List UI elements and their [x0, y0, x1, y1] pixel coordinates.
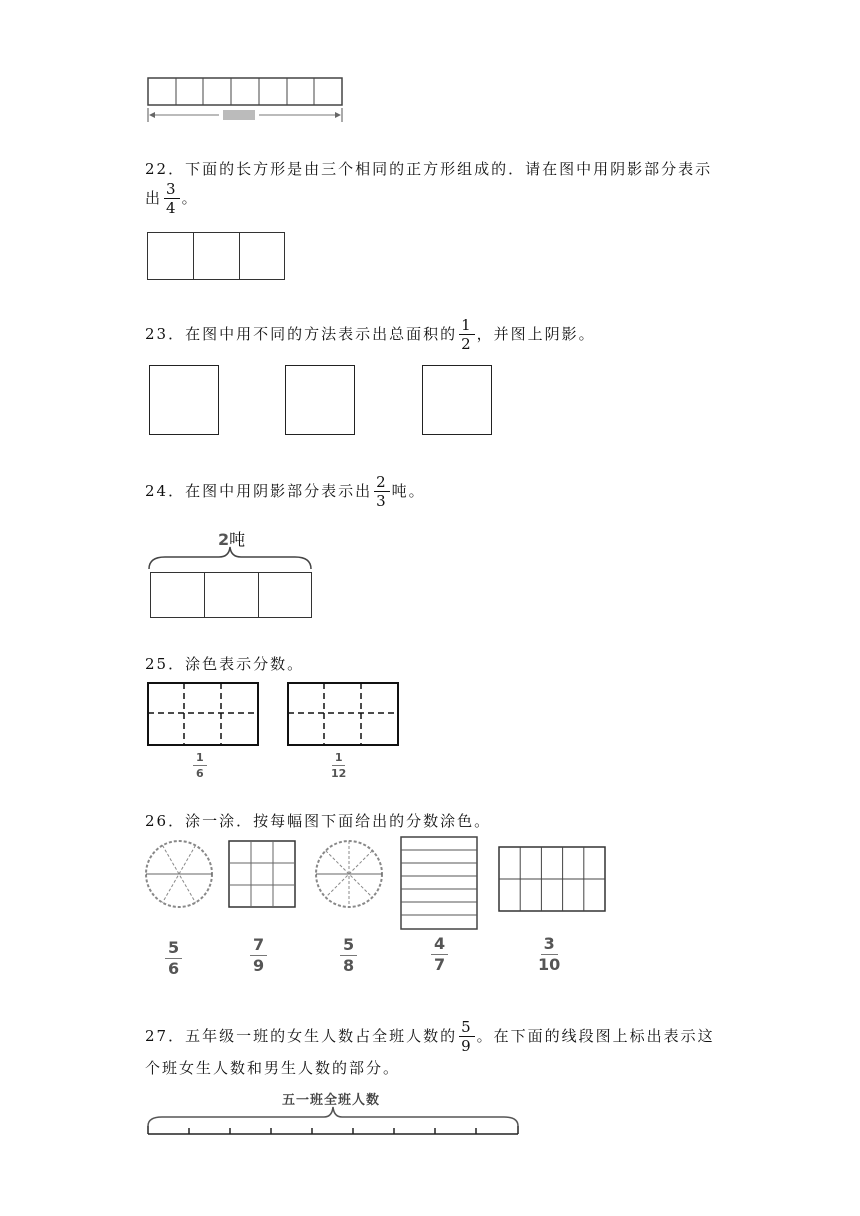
q22-square-1[interactable] [147, 232, 194, 280]
top-strip-svg [147, 78, 343, 124]
q27-line1 [145, 1020, 715, 1054]
q26-frac-2 [250, 937, 267, 974]
q24-frac-numerator: 2 [376, 473, 388, 491]
q26-frac-5 [538, 936, 560, 973]
top-strip-figure [147, 78, 343, 124]
q25-frac-1-numerator: 1 [193, 752, 207, 766]
q23-frac-numerator: 1 [461, 316, 473, 334]
q24-brace-unit: 吨 [229, 530, 246, 549]
q23-fraction [459, 318, 475, 352]
q22-line1 [145, 158, 712, 179]
q24-brace [147, 545, 313, 573]
q27-text-c: 个班女生人数和男生人数的部分。 [145, 1059, 401, 1077]
q24-frac-denominator: 3 [376, 492, 388, 510]
q26-frac-1-denominator: 6 [168, 959, 180, 978]
q26-text: 26．涂一涂．按每幅图下面给出的分数涂色。 [145, 812, 492, 830]
q25-frac-1 [193, 752, 207, 779]
q24-text-b: 吨。 [391, 482, 426, 500]
q26-frac-5-numerator: 3 [541, 936, 558, 955]
q22-rectangle[interactable] [147, 232, 285, 280]
q24-brace-number: 2 [218, 530, 230, 549]
q24-text: 24．在图中用阴影部分表示出 [145, 482, 373, 500]
q23-text: 23．在图中用不同的方法表示出总面积的 [145, 325, 458, 343]
q25-frac-2-numerator: 1 [332, 752, 346, 766]
q26-frac-2-denominator: 9 [253, 956, 265, 975]
q23-square-2[interactable] [285, 365, 355, 435]
q24-cell-3[interactable] [258, 572, 312, 618]
q23-line [145, 318, 596, 352]
q25-text: 25．涂色表示分数。 [145, 655, 305, 673]
q24-line [145, 475, 426, 509]
q22-frac-denominator: 4 [166, 199, 178, 217]
q27-text: 27．五年级一班的女生人数占全班人数的 [145, 1027, 458, 1045]
q27-line2 [145, 1057, 400, 1078]
q26-frac-5-denominator: 10 [538, 955, 561, 974]
q23-text-b: ，并图上阴影。 [476, 325, 596, 343]
q23-frac-denominator: 2 [461, 335, 473, 353]
q26-frac-3-denominator: 8 [343, 956, 355, 975]
q26-frac-3 [340, 937, 357, 974]
q25-frac-1-denominator: 6 [196, 767, 204, 780]
q26-frac-1-numerator: 5 [165, 940, 182, 959]
q26-bars-7[interactable] [400, 836, 478, 930]
q26-frac-3-numerator: 5 [340, 937, 357, 956]
q23-square-3[interactable] [422, 365, 492, 435]
q24-bar[interactable] [150, 572, 312, 618]
q27-fraction [459, 1020, 475, 1054]
q22-frac-numerator: 3 [166, 180, 178, 198]
q26-frac-2-numerator: 7 [250, 937, 267, 956]
q27-frac-numerator: 5 [461, 1018, 473, 1036]
q27-frac-denominator: 9 [461, 1037, 473, 1055]
q24-cell-2[interactable] [204, 572, 259, 618]
q26-frac-4-numerator: 4 [431, 936, 448, 955]
q24-fraction [374, 475, 390, 509]
q26-frac-4 [431, 936, 448, 973]
q22-fraction [164, 182, 180, 216]
q22-square-3[interactable] [239, 232, 285, 280]
q25-rect-1[interactable] [147, 682, 259, 746]
q22-line2 [145, 182, 199, 216]
q27-segment-diagram[interactable] [146, 1104, 520, 1138]
q26-circle-8[interactable] [313, 838, 385, 910]
q22-tail: 。 [181, 189, 199, 207]
q26-circle-6[interactable] [143, 838, 215, 910]
q26-line [145, 810, 491, 831]
q27-text-b: 。在下面的线段图上标出表示这 [476, 1027, 715, 1045]
q26-grid-10[interactable] [498, 846, 606, 912]
q22-text-b: 出 [145, 189, 163, 207]
q26-frac-1 [165, 940, 182, 977]
q26-frac-4-denominator: 7 [434, 955, 446, 974]
q24-cell-1[interactable] [150, 572, 205, 618]
q27-brace-label: 五一班全班人数 [282, 1093, 381, 1108]
q25-rect-2[interactable] [287, 682, 399, 746]
q25-line [145, 653, 304, 674]
q25-frac-2 [331, 752, 346, 779]
q22-square-2[interactable] [193, 232, 240, 280]
q26-grid-9[interactable] [228, 840, 296, 908]
q22-text: 22．下面的长方形是由三个相同的正方形组成的．请在图中用阴影部分表示 [145, 160, 713, 178]
q25-frac-2-denominator: 12 [331, 767, 347, 780]
q23-square-1[interactable] [149, 365, 219, 435]
